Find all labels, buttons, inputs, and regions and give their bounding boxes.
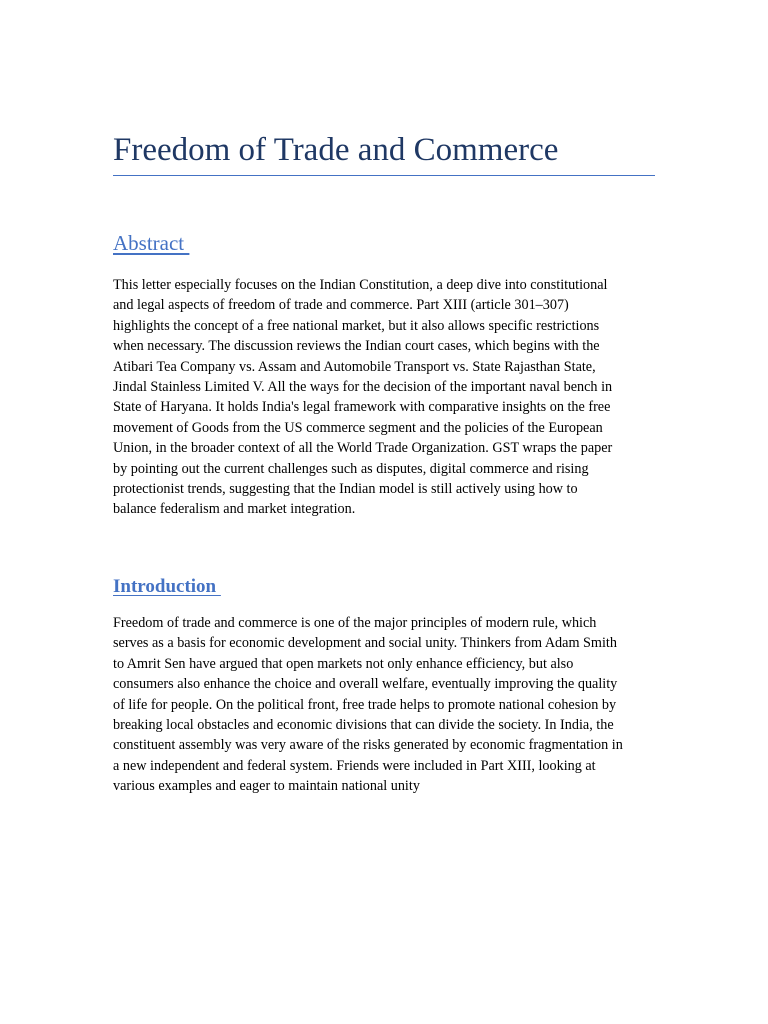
abstract-line: movement of Goods from the US commerce segment and the policies of the European: [113, 419, 603, 436]
abstract-line: Atibari Tea Company vs. Assam and Automobile Transport vs. State Rajasthan State,: [113, 358, 596, 375]
abstract-line: by pointing out the current challenges such as disputes, digital commerce and rising: [113, 460, 589, 477]
abstract-paragraph: [113, 275, 655, 520]
introduction-heading: Introduction: [113, 575, 221, 597]
introduction-line: consumers also enhance the choice and overall welfare, eventually improving the quality: [113, 676, 618, 693]
abstract-line: Union, in the broader context of all the World Trade Organization. GST wraps the paper: [113, 440, 613, 457]
abstract-line: This letter especially focuses on the Indian Constitution, a deep dive into constitutional: [113, 277, 608, 293]
abstract-line: and legal aspects of freedom of trade and commerce. Part XIII (article 301–307): [113, 297, 569, 314]
abstract-line: when necessary. The discussion reviews the Indian court cases, which begins with the: [113, 338, 600, 355]
abstract-line: protectionist trends, suggesting that the Indian model is still actively using how to: [113, 481, 578, 498]
introduction-line: breaking local obstacles and economic divisions that can divide the society. In India, the: [113, 716, 614, 733]
abstract-line: highlights the concept of a free national market, but it also allows specific restrictions: [113, 317, 600, 334]
introduction-line: of life for people. On the political front, free trade helps to promote national cohesion by: [113, 696, 617, 713]
introduction-paragraph: [113, 613, 655, 797]
document-title: Freedom of Trade and Commerce: [113, 128, 655, 176]
document-content: [113, 128, 655, 797]
abstract-line: Jindal Stainless Limited V. All the ways for the decision of the important naval bench in: [113, 379, 613, 396]
introduction-line: serves as a basis for economic development and social unity. Thinkers from Adam Smith: [113, 635, 617, 652]
introduction-line: to Amrit Sen have argued that open markets not only enhance efficiency, but also: [113, 655, 574, 672]
abstract-line: State of Haryana. It holds India's legal framework with comparative insights on the free: [113, 399, 611, 416]
introduction-line: Freedom of trade and commerce is one of the major principles of modern rule, which: [113, 614, 597, 631]
abstract-line: balance federalism and market integration.: [113, 501, 356, 518]
introduction-line: constituent assembly was very aware of the risks generated by economic fragmentation in: [113, 737, 623, 754]
introduction-line: a new independent and federal system. Friends were included in Part XIII, looking at: [113, 757, 596, 774]
abstract-heading: Abstract: [113, 231, 190, 255]
introduction-line: various examples and eager to maintain national unity: [113, 778, 420, 795]
